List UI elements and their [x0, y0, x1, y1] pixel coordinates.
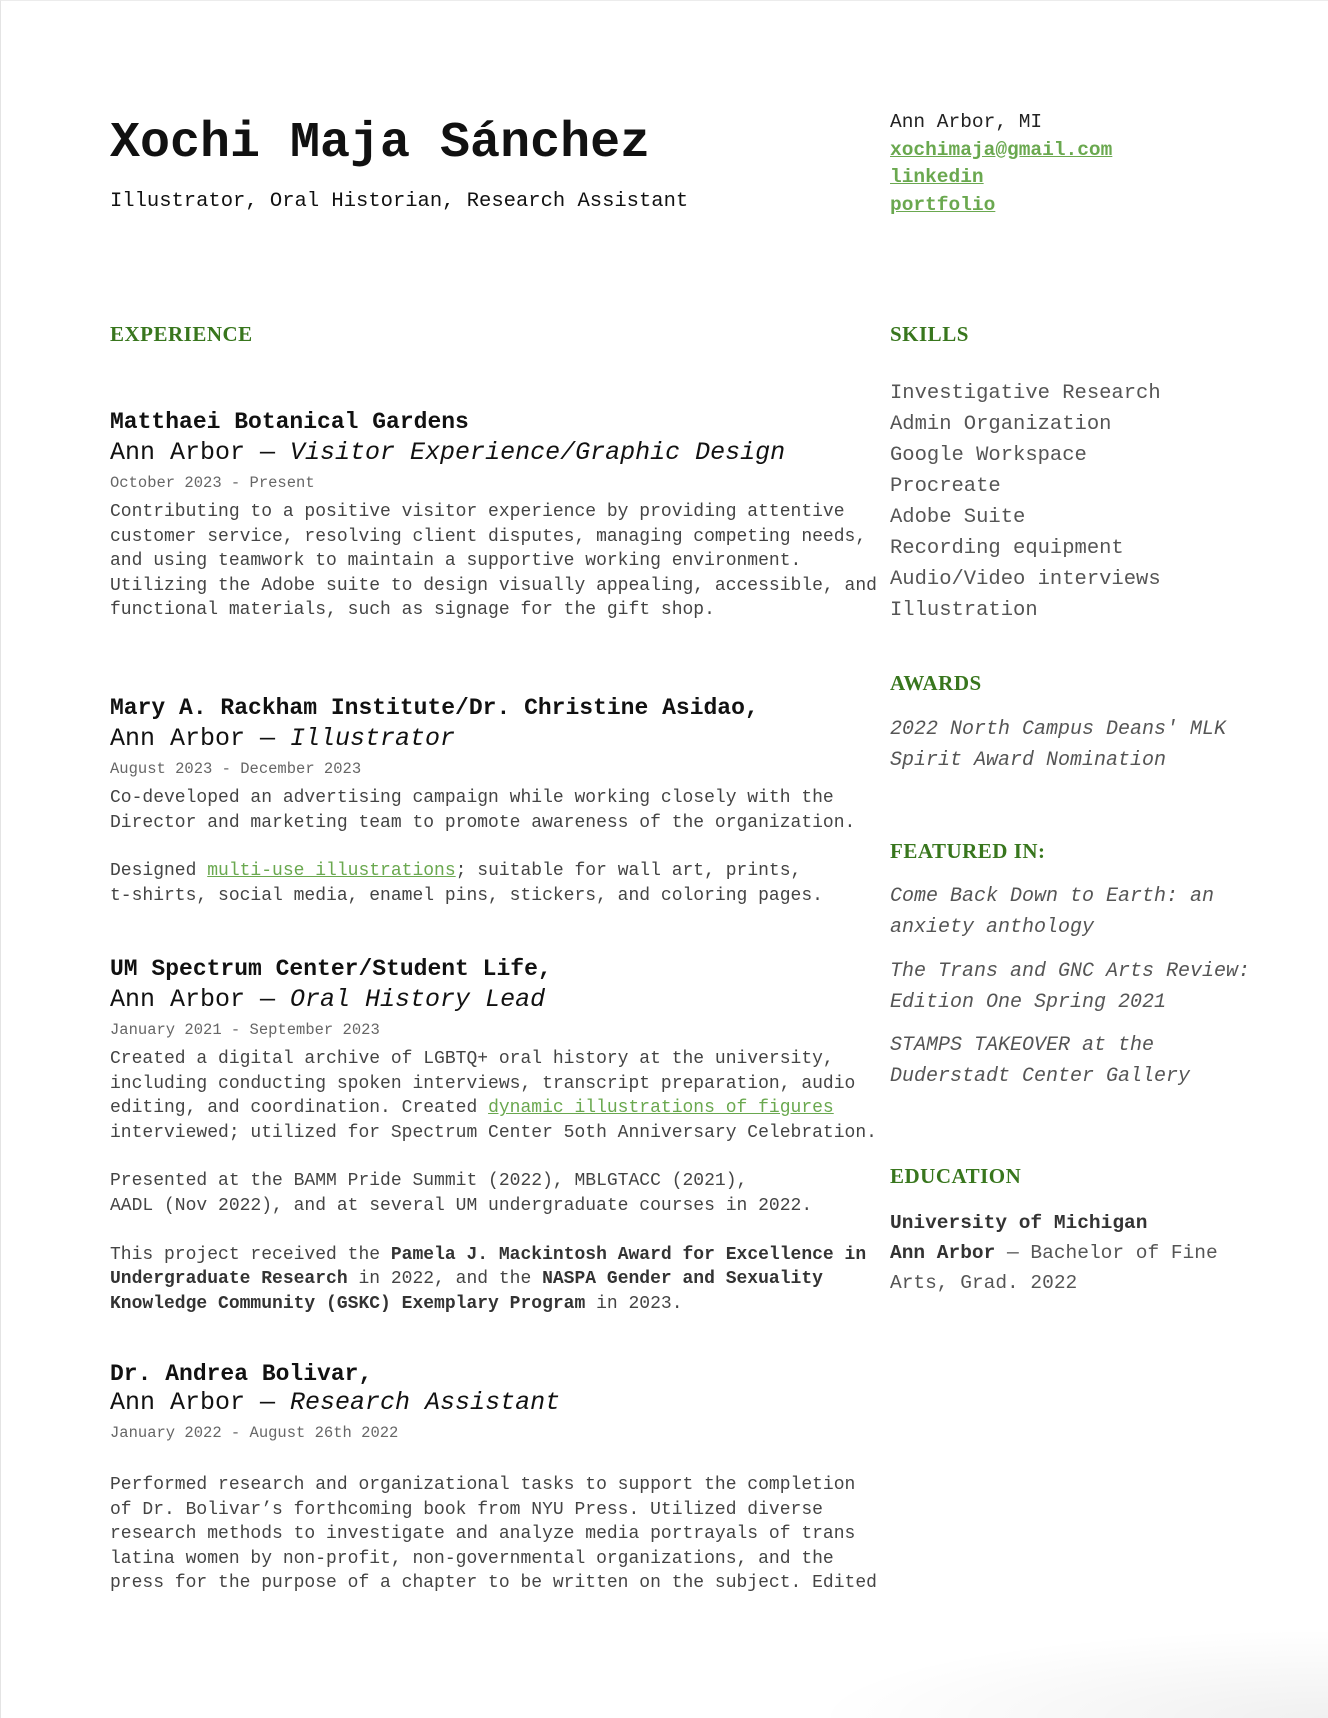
job-org: UM Spectrum Center/Student Life,: [110, 956, 552, 982]
desc-line: including conducting spoken interviews, transcript preparation, audio: [110, 1073, 856, 1094]
job-org: Matthaei Botanical Gardens: [110, 409, 469, 435]
desc-line: and using teamwork to maintain a supportive working environment.: [110, 551, 802, 572]
desc-text: editing, and coordination. Created: [110, 1098, 489, 1119]
job-role: [110, 724, 860, 753]
skill-item: Adobe Suite: [890, 506, 1026, 529]
contact-block: [890, 109, 1112, 219]
job-description-2: [110, 859, 860, 908]
school-location: Ann Arbor: [890, 1242, 996, 1264]
degree-text: — Bachelor of Fine: [995, 1242, 1218, 1264]
job-org: Mary A. Rackham Institute/Dr. Christine Asidao,: [110, 695, 759, 721]
award-line: 2022 North Campus Deans' MLK: [890, 718, 1227, 741]
award-name: Knowledge Community (GSKC) Exemplary Program: [110, 1293, 586, 1314]
job-role: [110, 985, 860, 1014]
desc-text: Designed: [110, 861, 208, 882]
featured-line: Edition One Spring 2021: [890, 991, 1167, 1014]
desc-text: in 2022, and the: [347, 1269, 543, 1290]
job-description: [110, 786, 860, 835]
skill-item: Google Workspace: [890, 444, 1087, 467]
featured-heading: FEATURED IN:: [890, 839, 1046, 863]
desc-line: latina women by non-profit, non-governmental organizations, and the: [110, 1548, 834, 1569]
job-dates: August 2023 - December 2023: [110, 760, 362, 778]
award-name: Pamela J. Mackintosh Award for Excellence in: [390, 1244, 867, 1265]
award-line: Spirit Award Nomination: [890, 749, 1167, 772]
featured-line: The Trans and GNC Arts Review:: [890, 960, 1251, 983]
featured-item: [890, 956, 1250, 1018]
desc-line: t-shirts, social media, enamel pins, stickers, and coloring pages.: [110, 885, 823, 906]
experience-heading: EXPERIENCE: [110, 322, 253, 346]
job-description: [110, 1047, 877, 1145]
desc-line: Presented at the BAMM Pride Summit (2022), MBLGTACC (2021),: [110, 1171, 748, 1192]
job-title: Visitor Experience/Graphic Design: [290, 438, 786, 467]
degree-text: Arts, Grad. 2022: [890, 1272, 1078, 1294]
desc-line: Co-developed an advertising campaign while working closely with the: [110, 788, 834, 808]
skill-item: Audio/Video interviews: [890, 568, 1161, 591]
portfolio-link[interactable]: portfolio: [890, 193, 996, 216]
desc-line: customer service, resolving client disputes, managing competing needs,: [110, 526, 867, 547]
job-title: Research Assistant: [290, 1388, 561, 1417]
skills-heading: SKILLS: [890, 322, 969, 346]
page-corner-shadow: [808, 1628, 1328, 1718]
job-org: Dr. Andrea Bolivar,: [110, 1361, 373, 1387]
job-title: Illustrator: [290, 724, 456, 753]
featured-line: Duderstadt Center Gallery: [890, 1065, 1191, 1088]
job-title: Oral History Lead: [290, 985, 546, 1014]
desc-text: ; suitable for wall art, prints,: [455, 861, 802, 882]
desc-line: press for the purpose of a chapter to be written on the subject. Edited: [110, 1573, 877, 1594]
featured-line: STAMPS TAKEOVER at the: [890, 1034, 1155, 1057]
candidate-tagline: Illustrator, Oral Historian, Research Assistant: [110, 190, 689, 213]
linkedin-link[interactable]: linkedin: [890, 166, 984, 188]
job-description-3: [110, 1243, 867, 1317]
education-entry: [890, 1208, 1218, 1298]
awards-heading: AWARDS: [890, 671, 982, 695]
job-dates: January 2021 - September 2023: [110, 1021, 380, 1039]
skill-item: Investigative Research: [890, 382, 1161, 405]
featured-line: Come Back Down to Earth: an: [890, 885, 1215, 908]
job-location: Ann Arbor —: [110, 724, 291, 753]
skill-item: Procreate: [890, 475, 1001, 498]
desc-line: AADL (Nov 2022), and at several UM undergraduate courses in 2022.: [110, 1195, 813, 1216]
award-name: NASPA Gender and Sexuality: [542, 1269, 823, 1290]
desc-line: interviewed; utilized for Spectrum Center 5oth Anniversary Celebration.: [110, 1122, 877, 1143]
job-location: Ann Arbor —: [110, 1388, 291, 1417]
featured-item: [890, 1030, 1190, 1092]
job-entry-rackham: [110, 695, 860, 908]
job-dates: October 2023 - Present: [110, 474, 315, 492]
job-entry-matthaei: [110, 409, 877, 623]
multi-use-illustrations-link[interactable]: multi-use illustrations: [207, 861, 456, 882]
desc-line: Utilizing the Adobe suite to design visually appealing, accessible, and: [110, 575, 877, 596]
skill-item: Recording equipment: [890, 537, 1124, 560]
desc-text: in 2023.: [585, 1293, 683, 1314]
desc-line: Director and marketing team to promote awareness of the organization.: [110, 812, 856, 833]
job-location: Ann Arbor —: [110, 438, 291, 467]
job-dates: January 2022 - August 26th 2022: [110, 1424, 399, 1442]
job-role: [110, 438, 860, 467]
contact-location: Ann Arbor, MI: [890, 111, 1043, 133]
featured-line: anxiety anthology: [890, 916, 1095, 939]
featured-item: [890, 881, 1214, 943]
skills-list: [890, 378, 1161, 626]
award-item: [890, 714, 1226, 776]
job-description: [110, 1473, 877, 1596]
desc-line: Contributing to a positive visitor experience by providing attentive: [110, 502, 845, 522]
desc-line: Performed research and organizational tasks to support the completion: [110, 1475, 856, 1495]
job-entry-bolivar: [110, 1361, 877, 1596]
desc-line: Created a digital archive of LGBTQ+ oral history at the university,: [110, 1049, 834, 1069]
skill-item: Admin Organization: [890, 413, 1112, 436]
award-name: Undergraduate Research: [110, 1269, 348, 1290]
email-link[interactable]: xochimaja@gmail.com: [890, 138, 1113, 161]
desc-line: of Dr. Bolivar’s forthcoming book from NYU Press. Utilized diverse: [110, 1499, 823, 1520]
desc-line: research methods to investigate and analyze media portrayals of trans: [110, 1524, 856, 1545]
desc-text: This project received the: [110, 1244, 391, 1265]
job-description: [110, 500, 877, 623]
education-heading: EDUCATION: [890, 1164, 1022, 1188]
skill-item: Illustration: [890, 599, 1038, 622]
job-entry-spectrum: [110, 956, 877, 1316]
school-name: University of Michigan: [890, 1212, 1148, 1234]
dynamic-illustrations-link[interactable]: dynamic illustrations of figures: [488, 1098, 834, 1119]
job-location: Ann Arbor —: [110, 985, 291, 1014]
candidate-name: Xochi Maja Sánchez: [110, 115, 651, 172]
job-description-2: [110, 1169, 860, 1218]
desc-line: functional materials, such as signage for the gift shop.: [110, 600, 715, 621]
job-role: [110, 1388, 860, 1417]
